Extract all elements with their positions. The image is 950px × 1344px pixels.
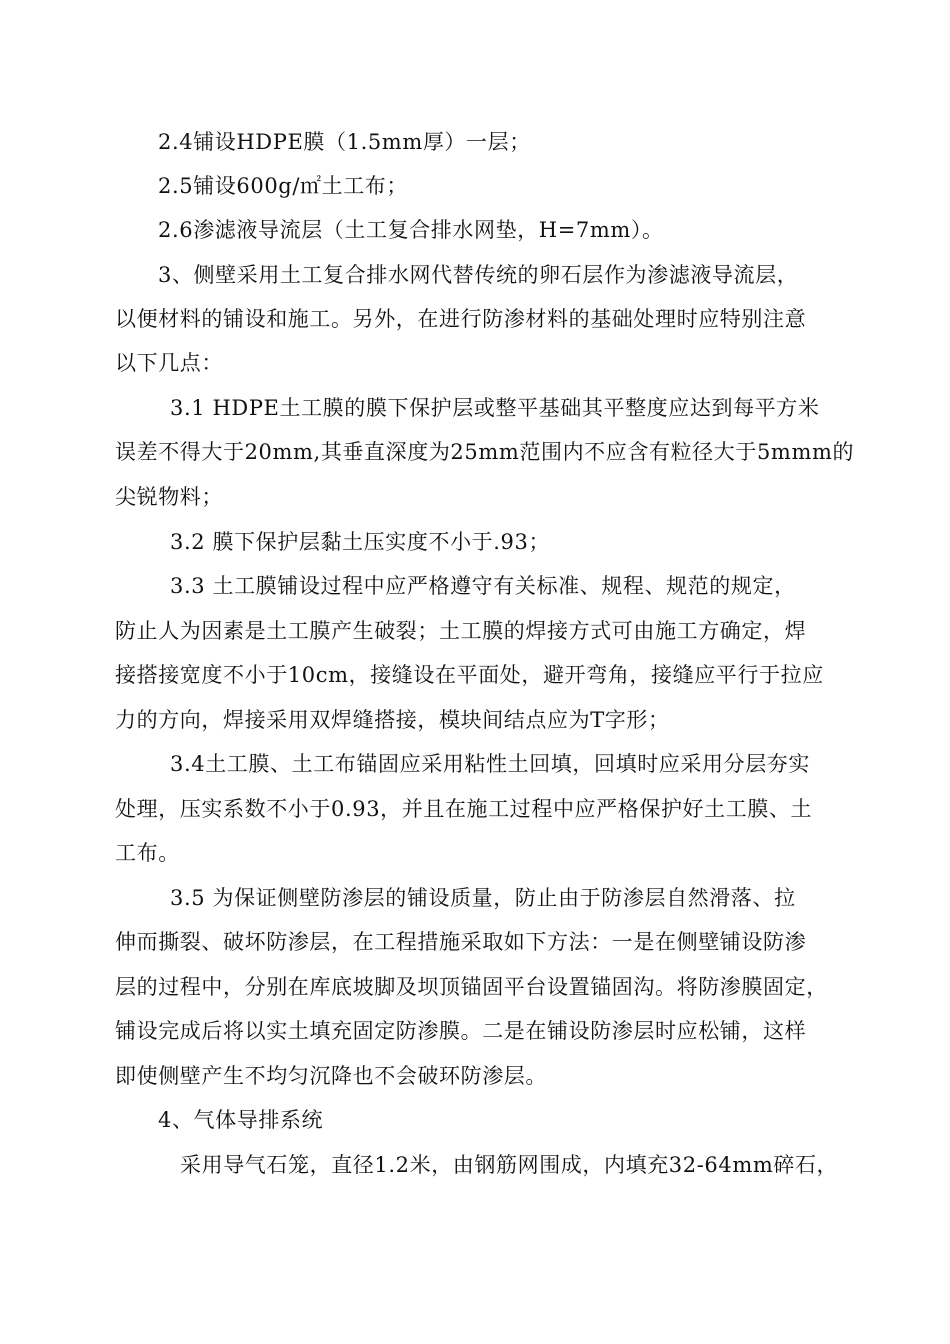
- text-line: 3、侧壁采用土工复合排水网代替传统的卵石层作为渗滤液导流层，: [158, 263, 799, 287]
- text-line: 处理，压实系数不小于0.93，并且在施工过程中应严格保护好土工膜、土: [115, 797, 813, 821]
- text-line: 3.2 膜下保护层黏土压实度不小于.93；: [170, 530, 551, 554]
- section-heading: 4、气体导排系统: [158, 1108, 324, 1132]
- text-line: 以下几点：: [115, 351, 223, 375]
- text-line: 3.4土工膜、土工布锚固应采用粘性土回填，回填时应采用分层夯实: [170, 752, 810, 776]
- text-line: 伸而撕裂、破坏防渗层，在工程措施采取如下方法：一是在侧壁铺设防渗: [115, 930, 807, 954]
- text-line: 以便材料的铺设和施工。另外，在进行防渗材料的基础处理时应特别注意: [115, 307, 807, 331]
- text-line: 防止人为因素是土工膜产生破裂；土工膜的焊接方式可由施工方确定，焊: [115, 619, 807, 643]
- text-line: 2.5铺设600g/㎡土工布；: [158, 174, 408, 198]
- text-line: 3.3 土工膜铺设过程中应严格遵守有关标准、规程、规范的规定，: [170, 574, 796, 598]
- text-line: 2.6渗滤液导流层（土工复合排水网垫，H=7mm）。: [158, 218, 664, 242]
- text-line: 3.5 为保证侧壁防渗层的铺设质量，防止由于防渗层自然滑落、拉: [170, 886, 796, 910]
- text-line: 工布。: [115, 841, 180, 865]
- text-line: 即使侧壁产生不均匀沉降也不会破环防渗层。: [115, 1064, 547, 1088]
- text-line: 尖锐物料；: [115, 485, 223, 509]
- text-line: 误差不得大于20mm,其垂直深度为25mm范围内不应含有粒径大于5mmm的: [115, 440, 855, 464]
- text-line: 接搭接宽度不小于10cm，接缝设在平面处，避开弯角，接缝应平行于拉应: [115, 663, 824, 687]
- text-line: 层的过程中，分别在库底坡脚及坝顶锚固平台设置锚固沟。将防渗膜固定，: [115, 975, 828, 999]
- text-line: 采用导气石笼，直径1.2米，由钢筋网围成，内填充32-64mm碎石，: [180, 1153, 839, 1177]
- text-line: 2.4铺设HDPE膜（1.5mm厚）一层；: [158, 130, 531, 154]
- text-line: 力的方向，焊接采用双焊缝搭接，模块间结点应为T字形；: [115, 708, 670, 732]
- text-line: 铺设完成后将以实土填充固定防渗膜。二是在铺设防渗层时应松铺，这样: [115, 1019, 807, 1043]
- text-line: 3.1 HDPE土工膜的膜下保护层或整平基础其平整度应达到每平方米: [170, 396, 820, 420]
